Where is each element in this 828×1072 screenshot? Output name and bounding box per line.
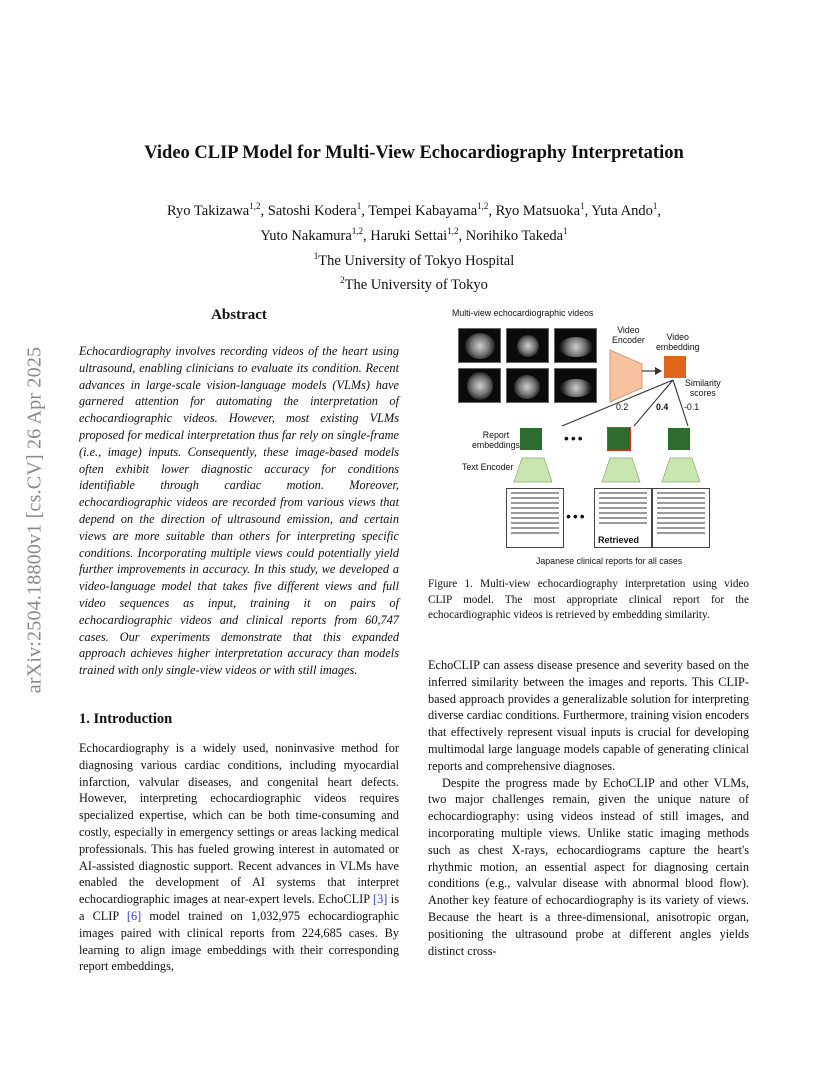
intro-text: is a CLIP	[79, 892, 399, 923]
affil-mark: 2	[340, 275, 345, 286]
abstract-heading: Abstract	[211, 307, 267, 323]
video-embedding-square	[664, 356, 686, 378]
affil-mark: 1	[356, 201, 362, 211]
affiliation-name: The University of Tokyo Hospital	[318, 252, 515, 269]
author-name: Tempei Kabayama	[368, 202, 478, 219]
author-name: Satoshi Kodera	[267, 202, 357, 219]
citation-link[interactable]: [6]	[126, 908, 142, 923]
intro-text: model trained on 1,032,975 echocardiographic images paired with clinical reports from 224,685 cases. By learning to align image embeddings with their corresponding report embeddings,	[79, 908, 399, 974]
introduction-paragraph	[79, 740, 399, 975]
figure-label-videos: Multi-view echocardiographic videos	[452, 308, 594, 318]
author-block	[80, 196, 748, 295]
similarity-label: Similarity scores	[685, 378, 721, 398]
paragraph: EchoCLIP can assess disease presence and severity based on the inferred similarity between the images and reports. This CLIP-based approach provides a generalizable solution for interpreting diverse cardiac conditions. Furthermore, training vision encoders that effectively represent visual inputs is crucial for developing multimodal large language models capable of generating clinical reports and comprehensive diagnoses.	[428, 658, 749, 773]
video-embedding-label: Video embedding	[656, 332, 700, 352]
author-name: Yuta Ando	[591, 202, 653, 219]
affil-mark: 1,2	[249, 201, 261, 211]
affil-mark: 1	[580, 201, 585, 211]
report-embedding-square	[520, 428, 542, 450]
report-embedding-square	[668, 428, 690, 450]
affil-mark: 1	[652, 201, 658, 211]
figure-label-reports: Japanese clinical reports for all cases	[536, 556, 683, 566]
paragraph: Despite the progress made by EchoCLIP and other VLMs, two major challenges remain, given the unique nature of echocardiography: using videos instead of still images, and incorporating multiple views. Unlike static imaging methods such as chest X-rays, echocardiograms capture the heart's rhythmic motion, an essential aspect for diagnosing certain conditions (e.g., valvular disease with abnormal blood flow). Another key feature of echocardiography is its variety of views. Because the heart is a three-dimensional, anisotropic organ, positioning the ultrasound probe at different angles yields distinct cross-	[428, 775, 749, 958]
paper-title: Video CLIP Model for Multi-View Echocardiography Interpretation	[144, 143, 684, 163]
figure-caption: Figure 1. Multi-view echocardiography interpretation using video CLIP model. The most appropriate clinical report for the echocardiographic videos is retrieved by embedding similarity.	[428, 578, 749, 621]
score-value-best: 0.4	[656, 402, 669, 412]
arxiv-side-stamp	[22, 280, 48, 760]
figure-1	[450, 306, 740, 571]
report-embedding-square-selected	[608, 428, 630, 450]
retrieved-label: Retrieved	[598, 535, 640, 545]
affil-mark: 1	[563, 225, 568, 236]
video-encoder-label: Video Encoder	[612, 325, 645, 345]
author-name: Ryo Matsuoka	[495, 202, 581, 219]
text-encoder-label: Text Encoder	[462, 462, 514, 472]
section-heading-introduction: 1. Introduction	[79, 711, 173, 727]
citation-link[interactable]: [3]	[373, 892, 388, 907]
author-line-1: Ryo Takizawa$^{1,2}$, Satoshi Kodera$^1$, Tempei Kabayama$^{1,2}$, Ryo Matsuoka$^1$, Yuta Ando$^1$,	[166, 201, 662, 219]
clinical-report-doc	[652, 488, 710, 548]
affil-mark: 1,2	[351, 225, 364, 236]
score-value: 0.2	[616, 402, 629, 412]
clinical-report-doc	[506, 488, 564, 548]
author-line-2: Yuto Nakamura$^{1,2}$, Haruki Settai$^{1,2}$, Norihiko Takeda$^1$	[260, 225, 568, 244]
abstract-text: Echocardiography involves recording videos of the heart using ultrasound, enabling clinicians to evaluate its condition. Recent advances in large-scale vision-language models (VLMs) have garnered attention for automating the interpretation of echocardiographic videos. However, most existing VLMs proposed for medical interpretation thus far rely on single-frame (i.e., image) inputs. Consequently, these image-based models often exhibit lower diagnostic accuracy for conditions identifiable through cardiac motion. Moreover, echocardiographic videos are recorded from various views that depend on the direction of ultrasound emission, and certain views are more suitable than others for interpreting specific conditions. Incorporating multiple views could potentially yield further improvements in accuracy. In this study, we developed a video-language model that takes five different views and full video sequences as input, training it on pairs of echocardiographic videos and clinical reports from 60,747 cases. Our experiments demonstrate that this expanded approach achieves higher interpretation accuracy than models trained with only single-view videos or with still images.	[79, 344, 399, 678]
ellipsis-icon: •••	[564, 430, 585, 446]
author-name: Ryo Takizawa	[166, 202, 250, 219]
echo-video-thumbnail	[554, 328, 597, 363]
author-name: Haruki Settai	[370, 227, 448, 244]
intro-text: Echocardiography is a widely used, noninvasive method for diagnosing various cardiac conditions, including myocardial infarction, valvular diseases, and congenital heart defects. However, interpreting echocardiographic videos requires specialized expertise, which can be both time-consuming and costly, especially in emergency settings or areas lacking medical professionals. This has fueled growing interest in automated or AI-assisted diagnostic support. Recent advances in VLMs have enabled the development of AI systems that interpret echocardiographic images at near-expert levels. EchoCLIP	[79, 741, 399, 907]
affiliation-2	[80, 270, 748, 295]
echo-video-thumbnail	[458, 368, 501, 403]
echo-video-thumbnail	[458, 328, 501, 363]
ellipsis-icon: •••	[566, 508, 587, 524]
affil-mark: 1	[313, 250, 319, 261]
score-value: -0.1	[684, 402, 700, 412]
report-embeddings-label: Report embeddings	[472, 430, 520, 450]
author-name: Yuto Nakamura	[260, 227, 352, 244]
right-column-body	[428, 657, 749, 959]
echo-video-thumbnail	[506, 328, 549, 363]
affiliation-1	[80, 246, 748, 271]
arxiv-id: arXiv:2504.18800v1 [cs.CV] 26 Apr 2025	[23, 346, 46, 694]
affil-mark: 1,2	[477, 201, 489, 211]
affil-mark: 1,2	[447, 225, 459, 236]
text-encoder-shapes	[506, 456, 716, 486]
author-name: Norihiko Takeda	[465, 227, 564, 244]
affiliation-name: The University of Tokyo	[344, 277, 488, 294]
